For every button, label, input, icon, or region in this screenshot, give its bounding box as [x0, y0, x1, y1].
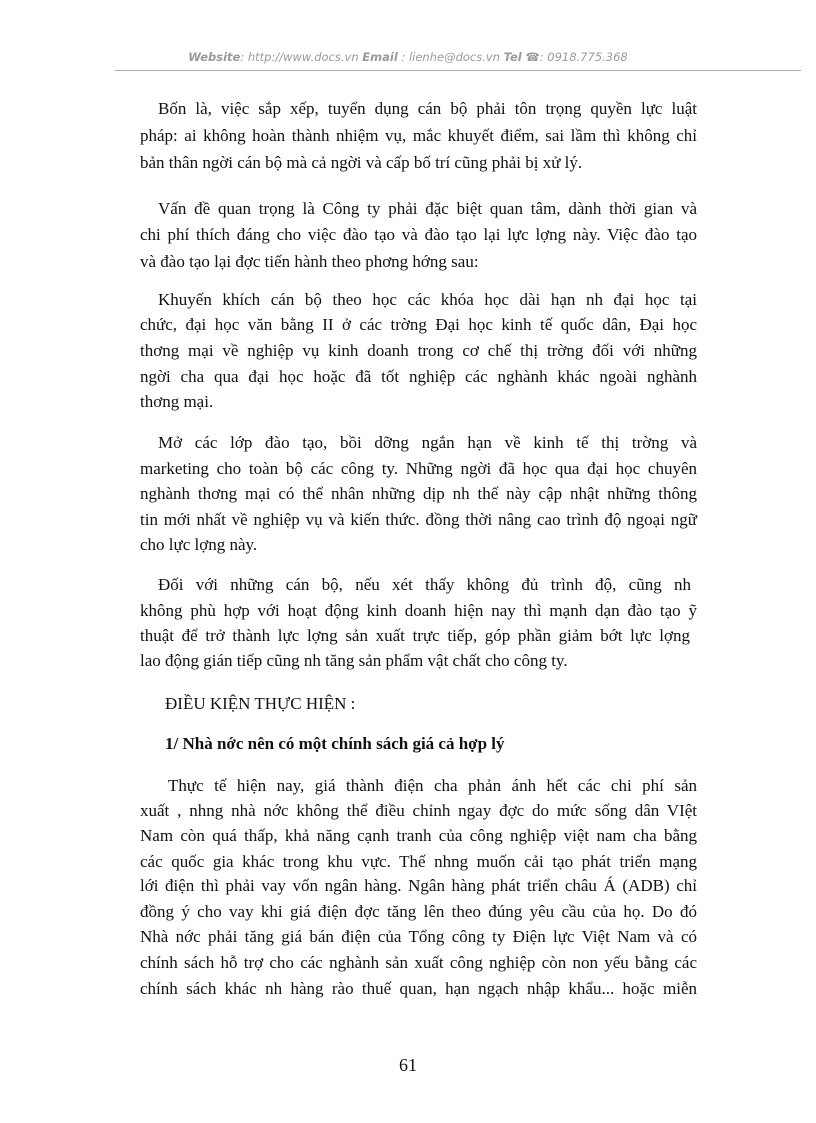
tel-number: : 0918.775.368 [539, 50, 628, 64]
paragraph-line: Bốn là, việc sắp xếp, tuyển dụng cán bộ phải tôn trọng quyền lực luật [158, 99, 697, 118]
paragraph-line: lao động gián tiếp cũng nh tăng sản phẩm vật chất cho công ty. [140, 651, 568, 670]
paragraph-line: Mở các lớp đào tạo, bồi dỡng ngắn hạn về kinh tế thị trờng và [158, 433, 697, 452]
email-address: : lienhe@docs.vn [401, 50, 500, 64]
paragraph-line: marketing cho toàn bộ các công ty. Những ngời đã học qua đại học chuyên [140, 459, 697, 478]
paragraph-line: cho lực lợng này. [140, 535, 258, 554]
paragraph-line: thơng mại. [140, 392, 214, 411]
email-label: Email [362, 50, 398, 64]
paragraph-line: ngời cha qua đại học hoặc đã tốt nghiệp các nghành khác ngoài nghành [140, 367, 697, 386]
paragraph-line: và đào tạo lại đợc tiến hành theo phơng hớng sau: [140, 252, 479, 271]
paragraph-line: Nam còn quá thấp, khả năng cạnh tranh của công nghiệp việt nam cha bằng [140, 826, 697, 845]
subsection-heading: 1/ Nhà nớc nên có một chính sách giá cả hợp lý [165, 734, 505, 753]
paragraph-line: lới điện thì phải vay vốn ngân hàng. Ngân hàng phát triển châu Á (ADB) chỉ [140, 876, 697, 895]
paragraph-line: Vấn đề quan trọng là Công ty phải đặc biệt quan tâm, dành thời gian và [158, 199, 697, 218]
paragraph-line: Nhà nớc phải tăng giá bán điện của Tổng công ty Điện lực Việt Nam và có [140, 927, 697, 946]
website-url: : http://www.docs.vn [240, 50, 359, 64]
phone-icon: ☎ [525, 50, 540, 64]
paragraph-line: bản thân ngời cán bộ mà cả ngời và cấp bố trí cũng phải bị xử lý. [140, 153, 583, 172]
paragraph-line: tin mới nhất về nghiệp vụ và kiến thức. đồng thời nâng cao trình độ ngoại ngữ [140, 510, 697, 529]
paragraph-line: không phù hợp với hoạt động kinh doanh hiện nay thì mạnh dạn đào tạo ỹ [140, 601, 697, 620]
paragraph-line: xuất , nhng nhà nớc không thể điều chỉnh ngay đợc do mức sống dân VIệt [140, 801, 697, 820]
paragraph-line: thơng mại về nghiệp vụ kinh doanh trong cơ chế thị trờng đối với những [140, 341, 697, 360]
paragraph-line: Khuyến khích cán bộ theo học các khóa học dài hạn nh đại học tại [158, 290, 697, 309]
paragraph-line: chính sách khác nh hàng rào thuế quan, hạn ngạch nhập khẩu... hoặc miễn [140, 979, 697, 998]
paragraph-line: các quốc gia khác trong khu vực. Thế nhng muốn cải tạo phát triển mạng [140, 852, 697, 871]
page-header [0, 50, 816, 64]
paragraph-line: nghành thơng mại có thể nhân những dịp nh thế này cập nhật những thông [140, 484, 697, 503]
section-heading: ĐIỀU KIỆN THỰC HIỆN : [165, 694, 356, 713]
paragraph-line: pháp: ai không hoàn thành nhiệm vụ, mắc khuyết điểm, sai lầm thì không chỉ [140, 126, 697, 145]
paragraph-line: Đối với những cán bộ, nếu xét thấy không đủ trình độ, cũng nh [158, 575, 691, 594]
tel-label: Tel [503, 50, 522, 64]
paragraph-line: chức, đại học văn bằng II ở các trờng Đại học kinh tế quốc dân, Đại học [140, 315, 697, 334]
paragraph-line: chi phí thích đáng cho việc đào tạo và đào tạo lại lực lợng này. Việc đào tạo [140, 225, 697, 244]
header-divider [115, 70, 801, 71]
paragraph-line: đồng ý cho vay khi giá điện đợc tăng lên theo đúng yêu cầu của họ. Do đó [140, 902, 697, 921]
paragraph-line: chính sách hỗ trợ cho các nghành sản xuất công nghiệp còn non yếu bằng các [140, 953, 697, 972]
paragraph-line: Thực tế hiện nay, giá thành điện cha phản ánh hết các chi phí sản [168, 776, 697, 795]
page-number: 61 [399, 1055, 417, 1075]
website-label: Website [188, 50, 241, 64]
paragraph-line: thuật để trở thành lực lợng sản xuất trực tiếp, góp phần giảm bớt lực lợng [140, 626, 690, 645]
